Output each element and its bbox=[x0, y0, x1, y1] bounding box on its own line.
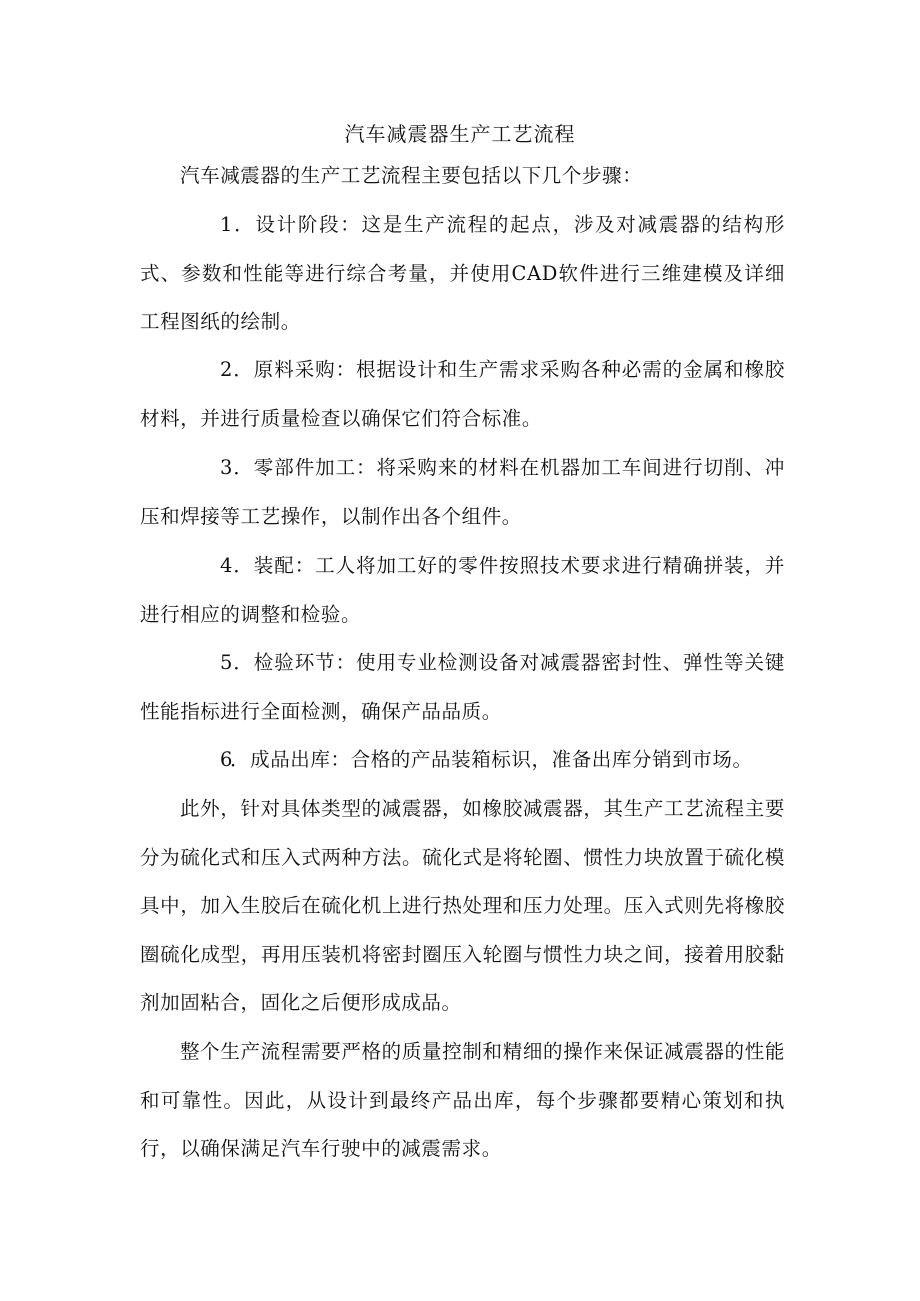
step-5-text: ．检验环节：使用专业检测设备对减震器密封性、弹性等关键性能指标进行全面检测，确保产品品质。 bbox=[140, 651, 785, 723]
step-4-text: ．装配：工人将加工好的零件按照技术要求进行精确拼装，并进行相应的调整和检验。 bbox=[140, 554, 785, 626]
step-1-paragraph bbox=[140, 201, 785, 347]
step-3-number: 3 bbox=[220, 456, 234, 479]
intro-paragraph: 汽车减震器的生产工艺流程主要包括以下几个步骤： bbox=[180, 164, 643, 187]
step-6-paragraph bbox=[140, 736, 785, 785]
step-5-number: 5 bbox=[220, 651, 234, 674]
extra-paragraph: 此外，针对具体类型的减震器，如橡胶减震器，其生产工艺流程主要分为硫化式和压入式两种方法。硫化式是将轮圈、惯性力块放置于硫化模具中，加入生胶后在硫化机上进行热处理和压力处理。压入式则先将橡胶圈硫化成型，再用压装机将密封圈压入轮圈与惯性力块之间，接着用胶黏剂加固粘合，固化之后便形成成品。 bbox=[140, 797, 785, 1014]
step-2-paragraph bbox=[140, 346, 785, 443]
step-1-number: 1 bbox=[220, 213, 234, 236]
step-6-number: 6 bbox=[220, 748, 234, 771]
step-5-paragraph bbox=[140, 639, 785, 736]
step-2-text: ．原料采购：根据设计和生产需求采购各种必需的金属和橡胶材料，并进行质量检查以确保它们符合标准。 bbox=[140, 358, 785, 430]
step-4-number: 4 bbox=[220, 554, 234, 577]
step-6-text: ．成品出库：合格的产品装箱标识，准备出库分销到市场。 bbox=[230, 748, 753, 771]
step-2-number: 2 bbox=[220, 358, 234, 381]
step-3-text: ．零部件加工：将采购来的材料在机器加工车间进行切削、冲压和焊接等工艺操作，以制作出各个组件。 bbox=[140, 456, 785, 528]
step-3-paragraph bbox=[140, 444, 785, 541]
conclusion-paragraph: 整个生产流程需要严格的质量控制和精细的操作来保证减震器的性能和可靠性。因此，从设计到最终产品出库，每个步骤都要精心策划和执行，以确保满足汽车行驶中的减震需求。 bbox=[140, 1040, 785, 1160]
step-4-paragraph bbox=[140, 542, 785, 639]
step-1-text: ．设计阶段：这是生产流程的起点，涉及对减震器的结构形式、参数和性能等进行综合考量，并使用CAD软件进行三维建模及详细工程图纸的绘制。 bbox=[140, 213, 785, 333]
document-title: 汽车减震器生产工艺流程 bbox=[344, 122, 576, 146]
